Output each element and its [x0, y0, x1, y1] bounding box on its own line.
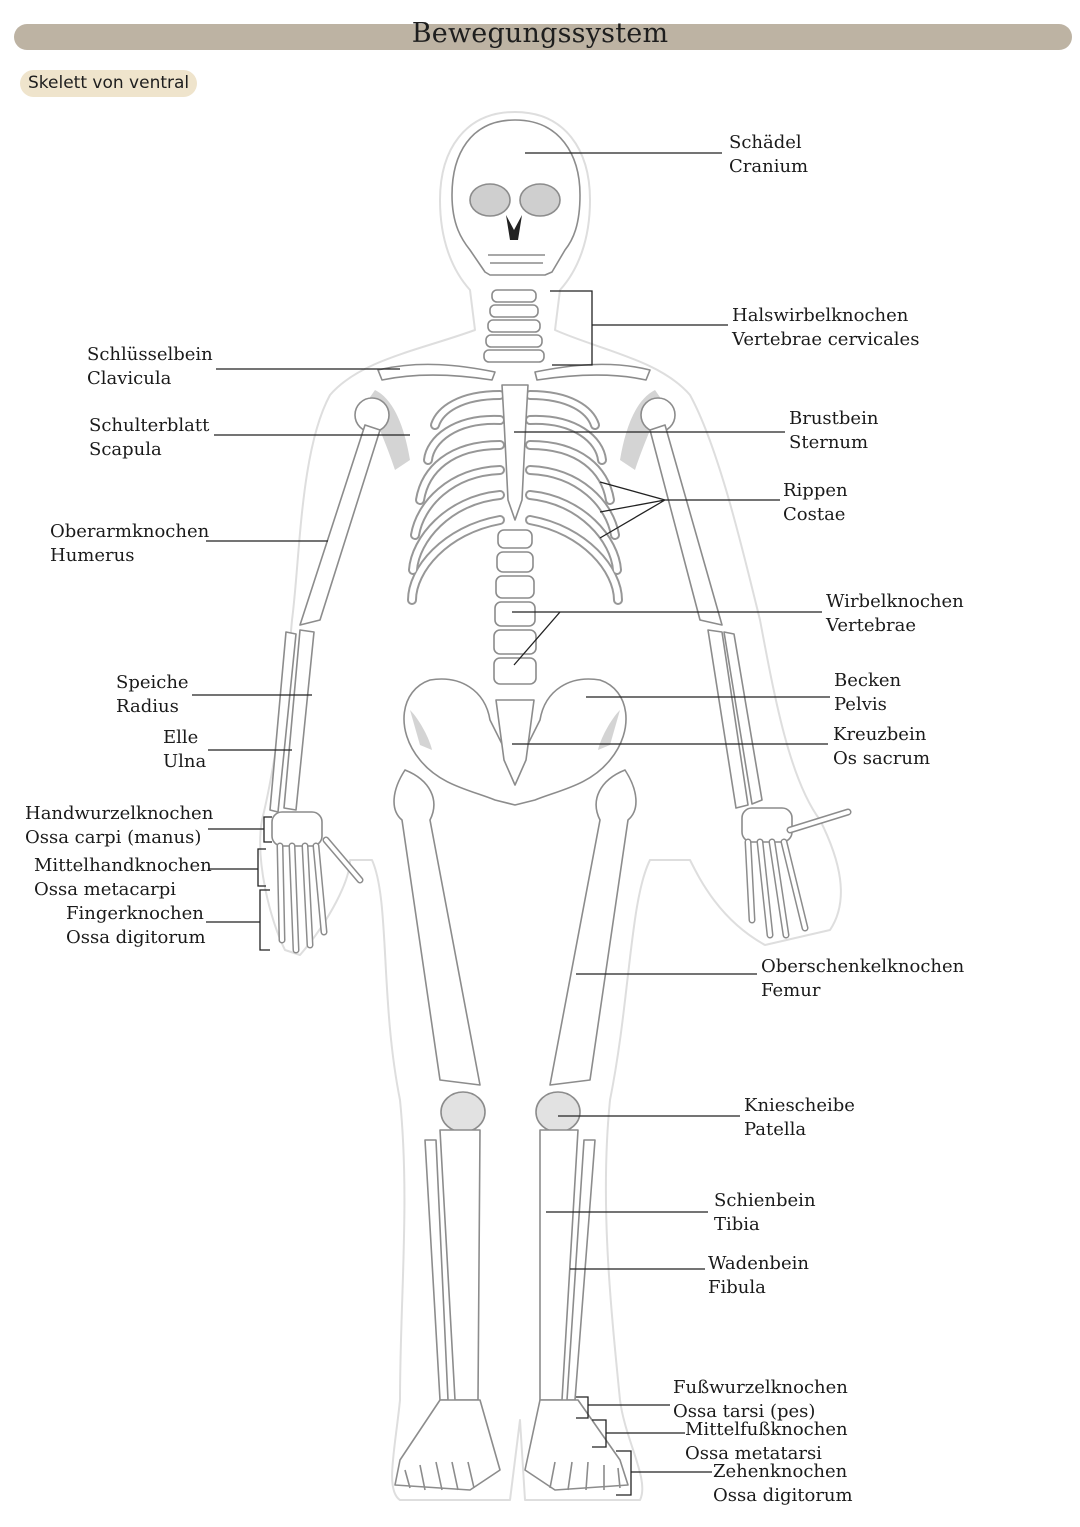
label-de: Wirbelknochen	[826, 591, 964, 612]
label-la: Femur	[761, 980, 821, 1001]
label-la: Ossa metacarpi	[34, 879, 177, 900]
label-de: Wadenbein	[708, 1253, 809, 1274]
label-cranium	[729, 131, 808, 179]
label-de: Zehenknochen	[713, 1461, 848, 1482]
label-la: Clavicula	[87, 368, 172, 389]
label-de: Mittelfußknochen	[685, 1419, 848, 1440]
femur-left	[550, 770, 636, 1085]
label-de: Schienbein	[714, 1190, 816, 1211]
label-de: Kreuzbein	[833, 724, 927, 745]
label-la: Sternum	[789, 432, 869, 453]
label-la: Vertebrae cervicales	[732, 329, 920, 350]
sternum	[502, 385, 528, 520]
femur-right	[394, 770, 480, 1085]
label-la: Costae	[783, 504, 846, 525]
label-carpi	[25, 802, 213, 850]
label-la: Vertebrae	[826, 615, 916, 636]
label-de: Mittelhandknochen	[34, 855, 212, 876]
label-la: Ossa digitorum	[713, 1485, 853, 1506]
label-sacrum	[833, 723, 930, 771]
label-de: Schädel	[729, 132, 802, 153]
label-de: Elle	[163, 727, 199, 748]
label-patella	[744, 1094, 855, 1142]
label-la: Ulna	[163, 751, 207, 772]
label-de: Halswirbelknochen	[732, 305, 909, 326]
label-de: Handwurzelknochen	[25, 803, 214, 824]
label-de: Schlüsselbein	[87, 344, 213, 365]
label-femur	[761, 955, 964, 1003]
label-la: Cranium	[729, 156, 809, 177]
label-la: Patella	[744, 1119, 807, 1140]
humerus-right	[300, 425, 380, 625]
clavicle-right	[378, 364, 495, 380]
label-la: Ossa carpi (manus)	[25, 827, 202, 848]
label-la: Pelvis	[834, 694, 887, 715]
label-digiti-pedis	[713, 1460, 853, 1508]
label-de: Becken	[834, 670, 902, 691]
label-la: Humerus	[50, 545, 135, 566]
label-digiti-manus	[66, 902, 206, 950]
label-la: Ossa digitorum	[66, 927, 206, 948]
label-radius	[116, 671, 189, 719]
label-fibula	[708, 1252, 809, 1300]
label-de: Oberschenkelknochen	[761, 956, 965, 977]
label-humerus	[50, 520, 209, 568]
label-de: Fußwurzelknochen	[673, 1377, 848, 1398]
label-metacarpi	[34, 854, 212, 902]
label-de: Speiche	[116, 672, 189, 693]
label-metatarsi	[685, 1418, 848, 1466]
label-vertebrae	[826, 590, 964, 638]
label-clavicula	[87, 343, 213, 391]
label-scapula	[89, 414, 209, 462]
label-la: Ossa metatarsi	[685, 1443, 822, 1464]
label-de: Oberarmknochen	[50, 521, 210, 542]
label-pelvis	[834, 669, 901, 717]
subtitle-badge: Skelett von ventral	[20, 70, 197, 97]
label-cervical	[732, 304, 919, 352]
label-costae	[783, 479, 848, 527]
foot-right	[395, 1400, 500, 1490]
foot-left	[525, 1400, 628, 1490]
label-la: Radius	[116, 696, 179, 717]
clavicle-left	[535, 364, 650, 380]
label-la: Tibia	[714, 1214, 760, 1235]
label-tibia	[714, 1189, 816, 1237]
label-tarsi	[673, 1376, 848, 1424]
label-de: Kniescheibe	[744, 1095, 855, 1116]
label-la: Scapula	[89, 439, 162, 460]
label-de: Rippen	[783, 480, 848, 501]
label-la: Os sacrum	[833, 748, 931, 769]
label-de: Brustbein	[789, 408, 879, 429]
humerus-left	[650, 425, 722, 625]
label-la: Ossa tarsi (pes)	[673, 1401, 816, 1422]
page-title: Bewegungssystem	[411, 18, 669, 49]
label-ulna	[163, 726, 206, 774]
label-de: Fingerknochen	[66, 903, 204, 924]
label-de: Schulterblatt	[89, 415, 210, 436]
label-la: Fibula	[708, 1277, 766, 1298]
label-sternum	[789, 407, 878, 455]
